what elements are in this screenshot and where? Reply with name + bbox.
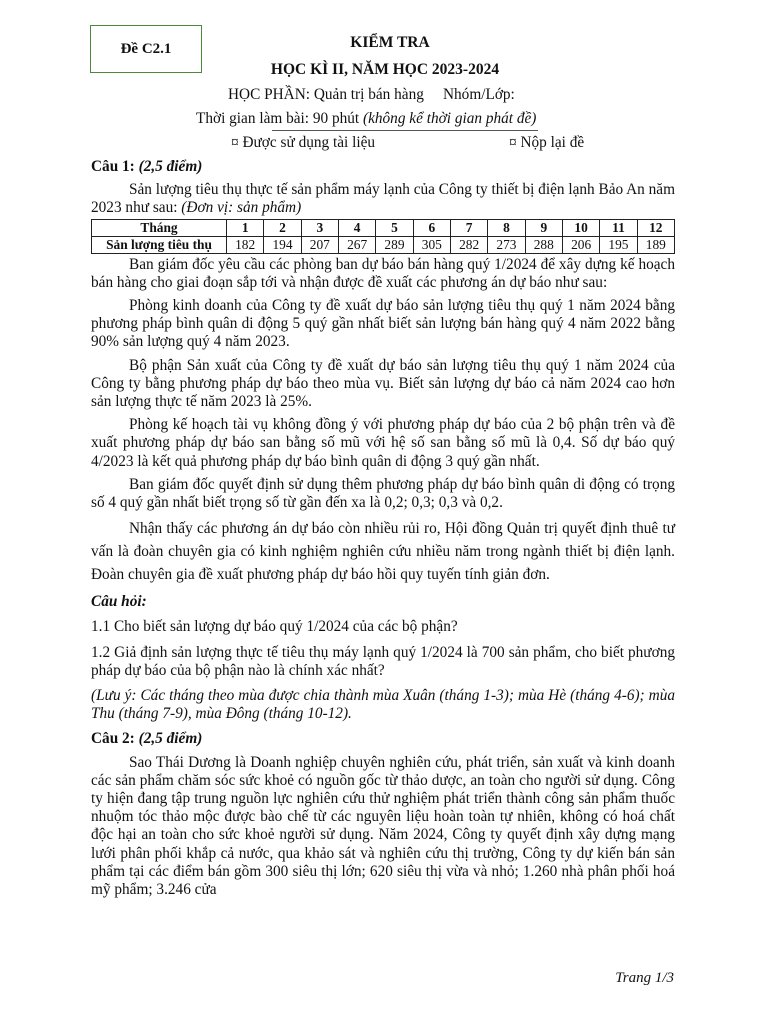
time-note: (không kể thời gian phát đề) xyxy=(362,110,537,127)
option-materials: ¤ Được sử dụng tài liệu xyxy=(231,134,376,151)
paragraph: Ban giám đốc quyết định sử dụng thêm phương pháp dự báo bình quân di động có trọng số 4 quý gần nhất biết trọng số từ gần đến xa là 0,2; 0,3; 0,3 và 0,2. xyxy=(91,475,675,512)
season-note-text: (Lưu ý: Các tháng theo mùa được chia thành mùa Xuân (tháng 1-3); mùa Hè (tháng 4-6); mùa Thu (tháng 7-9), mùa Đông (tháng 10-12). xyxy=(91,687,675,723)
question-1-1: 1.1 Cho biết sản lượng dự báo quý 1/2024 của các bộ phận? xyxy=(91,618,458,636)
question1-heading xyxy=(91,158,675,176)
course-line: HỌC PHẦN: Quản trị bán hàng Nhóm/Lớp: xyxy=(228,86,515,103)
question1-intro-text: Sản lượng tiêu thụ thực tế sản phẩm máy lạnh của Công ty thiết bị điện lạnh Bảo An năm 2023 như sau: xyxy=(91,181,675,217)
table-value-cell: 195 xyxy=(600,236,637,253)
option-return: ¤ Nộp lại đề xyxy=(509,134,585,151)
table-value-cell: 273 xyxy=(488,236,525,253)
exam-title: KIỂM TRA xyxy=(350,34,430,51)
sales-table xyxy=(91,219,675,254)
table-value-cell: 288 xyxy=(525,236,562,253)
question2-heading xyxy=(91,730,675,748)
table-month-cell: 11 xyxy=(600,219,637,236)
question2-paragraph: Sao Thái Dương là Doanh nghiệp chuyên nghiên cứu, phát triển, sản xuất và kinh doanh các sản phẩm chăm sóc sức khoẻ có nguồn gốc từ thảo dược, an toàn cho người sử dụng. Công ty hiện đang tập trung nguồn lực nghiên cứu thử nghiệm phát triển thành công sản phẩm thuốc nhuộm tóc thảo mộc được bào chế từ các nguyên liệu hoàn toàn tự nhiên, không có hoá chất độc hại an toàn cho sức khoẻ người sử dụng. Năm 2024, Công ty quyết định xây dựng mạng lưới phân phối khắp cả nước, qua khảo sát và nghiên cứu thị trường, Công ty dự kiến bán sản phẩm tại các điểm bán gồm 300 siêu thị lớn; 620 siêu thị vừa và nhỏ; 1.260 nhà phân phối hoá mỹ phẩm; 3.246 cửa xyxy=(91,753,675,899)
table-month-cell: 10 xyxy=(562,219,599,236)
questions-heading xyxy=(91,593,675,611)
table-value-cell: 206 xyxy=(562,236,599,253)
header-divider xyxy=(272,130,538,131)
question-1-2: 1.2 Giả định sản lượng thực tế tiêu thụ máy lạnh quý 1/2024 là 700 sản phẩm, cho biết phương pháp dự báo của bộ phận nào là chính xác nhất? xyxy=(91,643,675,679)
time-line xyxy=(196,110,536,128)
table-value-cell: 189 xyxy=(637,236,674,253)
paragraph: Phòng kinh doanh của Công ty đề xuất dự báo sản lượng tiêu thụ quý 1 năm 2024 bằng phương pháp bình quân di động 5 quý gần nhất biết sản lượng bán hàng quý 4 năm 2022 bằng 90% sản lượng quý 4 năm 2023. xyxy=(91,297,675,351)
paragraph: Bộ phận Sản xuất của Công ty đề xuất dự báo sản lượng tiêu thụ quý 1 năm 2024 của Công ty bằng phương pháp dự báo theo mùa vụ. Biết sản lượng dự báo cả năm 2024 cao hơn sản lượng thực tế năm 2023 là 25%. xyxy=(91,356,675,411)
table-month-cell: 2 xyxy=(264,219,301,236)
questions-label: Câu hỏi: xyxy=(91,593,147,611)
time-prefix: Thời gian làm bài: 90 phút xyxy=(196,110,363,127)
table-value-cell: 207 xyxy=(301,236,338,253)
table-row-months xyxy=(92,219,675,236)
season-note xyxy=(91,687,675,723)
table-value-cell: 194 xyxy=(264,236,301,253)
table-month-cell: 1 xyxy=(227,219,264,236)
table-month-cell: 5 xyxy=(376,219,413,236)
table-value-cell: 305 xyxy=(413,236,450,253)
page-number: Trang 1/3 xyxy=(615,970,674,986)
table-value-cell: 182 xyxy=(227,236,264,253)
table-header-sales: Sản lượng tiêu thụ xyxy=(92,236,227,253)
table-month-cell: 3 xyxy=(301,219,338,236)
question2-points: (2,5 điểm) xyxy=(138,730,203,748)
paragraph: Ban giám đốc yêu cầu các phòng ban dự báo bán hàng quý 1/2024 để xây dựng kế hoạch bán hàng cho giai đoạn sắp tới và nhận được đề xuất các phương án dự báo như sau: xyxy=(91,255,675,291)
table-month-cell: 4 xyxy=(338,219,375,236)
table-value-cell: 267 xyxy=(338,236,375,253)
question1-intro xyxy=(91,181,675,217)
exam-code: Đề C2.1 xyxy=(120,40,172,57)
table-month-cell: 12 xyxy=(637,219,674,236)
table-row-sales xyxy=(92,236,675,253)
question1-unit-note: (Đơn vị: sản phẩm) xyxy=(181,199,302,217)
table-value-cell: 289 xyxy=(376,236,413,253)
table-month-cell: 7 xyxy=(450,219,487,236)
table-month-cell: 9 xyxy=(525,219,562,236)
table-month-cell: 6 xyxy=(413,219,450,236)
paragraph: Phòng kế hoạch tài vụ không đồng ý với phương pháp dự báo của 2 bộ phận trên và đề xuất phương pháp dự báo san bằng số mũ với hệ số san bằng số mũ là 0,4. Số dự báo quý 4/2023 là kết quả phương pháp dự báo bình quân di động 3 quý gần nhất. xyxy=(91,416,675,470)
question2-label: Câu 2: xyxy=(91,730,135,748)
table-month-cell: 8 xyxy=(488,219,525,236)
table-value-cell: 282 xyxy=(450,236,487,253)
exam-body xyxy=(91,158,675,899)
table-header-month: Tháng xyxy=(92,219,227,236)
exam-subtitle: HỌC KÌ II, NĂM HỌC 2023-2024 xyxy=(270,61,500,78)
question1-points: (2,5 điểm) xyxy=(138,158,203,175)
exam-code-box xyxy=(90,25,202,73)
paragraph: Nhận thấy các phương án dự báo còn nhiều rủi ro, Hội đồng Quản trị quyết định thuê tư vấn là đoàn chuyên gia có kinh nghiệm nghiên cứu nhiều năm trong ngành thiết bị điện lạnh. Đoàn chuyên gia đề xuất phương pháp dự báo hồi quy tuyến tính giản đơn. xyxy=(91,520,675,584)
question1-label: Câu 1: xyxy=(91,158,135,175)
